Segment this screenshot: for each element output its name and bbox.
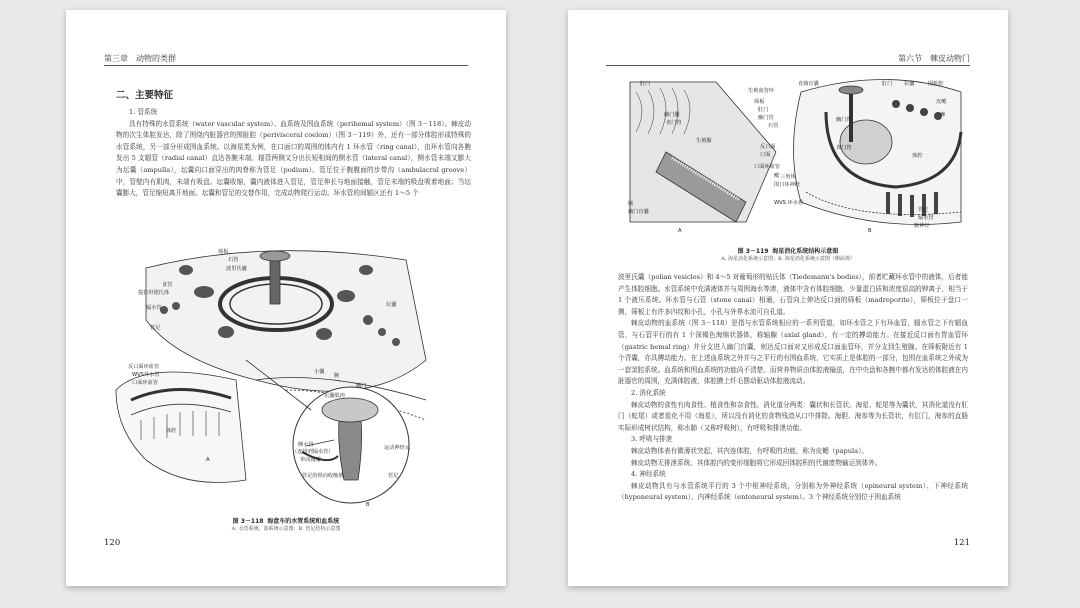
fig118-caption-num: 图 3－118 (232, 518, 264, 525)
right-running-head: 第六节 棘皮动物门 (898, 54, 970, 63)
fig119-caption-sub: A. 海星消化系统示意图；B. 海星消化系统示意图（侧面观） (721, 256, 855, 262)
fig119-label-radial-nerve: 腕神经 (914, 223, 930, 229)
fig118-label-aboral-hemal-ring: 反口面环血管 (128, 364, 160, 370)
fig119-label-oral-hemal-ring: 口面环血管 (754, 164, 780, 170)
fig118-label-a: A (206, 457, 210, 463)
left-section-heading: 二、主要特征 (116, 90, 174, 101)
fig119-label-cardiac-stomach-a: 贲门胃 (666, 120, 682, 126)
fig119-label-spine: 棘 (940, 112, 946, 118)
fig118-label-podium-b: 管足 (388, 473, 399, 479)
right-sec2-text: 棘皮动物的食性有肉食性、植食性和杂食性。消化道分两类：囊状和长管状。海星、蛇尾等为囊状，其消化道没有肛门（蛇尾）或者退化不用（海星），所以没有消化的食物残渣从口中排除。海胆、海参等为长管状，有肛门，海参的直肠实际形成树状结构，称水肺（又称呼吸树），有呼吸和排泄功能。 (618, 400, 968, 432)
left-paragraph: 具有特殊的水管系统（water vascular system）、血系统及围血系统（perihemal system）（图 3－118）。棘皮动物的次生体腔发达，除了围绕内脏器官的围脏腔（perivisceral coelom）（图 3－119）外，还有一部分体腔形成特殊的水管系统，另一部分形成围血系统。以海星类为例，在口面口的周围的体内有 1 环水管（ring canal），由环水管向各腕发出 5 支辐管（radial canal）直达各腕末端。辐管两侧又分出长短相间的侧水管（lateral canal），侧水管末端又膨大为坛囊（ampulla），坛囊向口面穿出的肉脊称为管足（podium）。管足位于腕腹面的步带沟（ambulacral groove）中，管壁内有肌肉，末端有吸盘。坛囊收缩，囊内液体进入管足，管足伸长与地面接触，管足末端的吸盘吸着地面；当坛囊膨大，管足缩短离开地面。坛囊和管足的交替作用，完成动物爬行运动。环水管的间辐区还有 1～5 个 (116, 119, 471, 198)
fig119-label-circumoral-nerve: 围口环神经 (774, 182, 800, 188)
fig118-label-podium-muscle: 管足的纵向收缩肌 (302, 473, 344, 479)
fig118-label-oral-hemal-ring: 口面环血管 (132, 380, 158, 386)
fig119-label-pyloric-duct: 幽门管 (758, 115, 774, 121)
fig118-label-b: B (366, 502, 370, 508)
right-sec4-text: 棘皮动物具有与水管系统平行的 3 个中枢神经系统，分别称为外神经系统（epineural system）、下神经系统（hyponeural system）、内神经系统（entoneural system）。3 个神经系统分别位于围血系统 (618, 481, 968, 502)
fig118-label-coelom: 体腔 (166, 428, 177, 434)
fig118-label-esophagus: 食管 (162, 282, 173, 288)
fig119-label-anus-a: 肛门 (640, 81, 651, 87)
fig118-label-arm: 腕 (334, 373, 340, 379)
fig118-label-polian-vesicle: 波里氏囊 (226, 266, 247, 272)
fig119-label-madreporite: 筛板 (754, 99, 765, 105)
left-subheading: 1. 管系统 (129, 108, 158, 116)
fig119-label-ampulla: 坛囊 (904, 81, 915, 87)
right-paragraph-1: 波里氏囊（polian vesicles）和 4～5 对葡萄形的贴氏体（Tiedemann's bodies），前者贮藏环水管中的液体，后者能产生体腔细胞。水管系统中充满液体并与周围海水等渗，液体中含有体腔细胞、少量蛋白质和浓度很高的钾离子，相当于 1 个液压系统。环水管与石管（stone canal）相通，石管向上伸达反口面的筛板（madreporite），筛板位于盘口一侧，筛板上有许多四纹和小孔，小孔与外界水流可自孔道。 (618, 273, 968, 316)
fig119-label-cardiac-stomach-b: 贲门胃 (836, 145, 852, 151)
fig119-caption (648, 246, 928, 255)
fig118-caption-title: 海盘车的水管系统和血系统 (267, 518, 340, 525)
fig118-label-tiedemann-body: 提拉坦德氏体 (138, 290, 170, 296)
right-sec3-title: 3. 呼吸与排泄 (631, 435, 673, 444)
fig118-caption-sub: A. 水管系统、血系统示意图；B. 管足结构示意图 (231, 526, 341, 532)
right-header-rule (606, 65, 970, 66)
fig119-label-a: A (678, 228, 682, 234)
left-body-text (116, 107, 471, 200)
fig118-label-lateral-canal: 侧水管 (298, 442, 314, 448)
fig119-label-anus-c: 肛门 (882, 81, 893, 87)
fig119-label-coelom: 体腔 (912, 153, 923, 159)
right-page (568, 10, 1008, 586)
right-sec4-title: 4. 神经系统 (631, 470, 666, 479)
left-page-number: 120 (104, 538, 121, 548)
fig119-label-perivisceral-coelom: 围脏腔 (928, 81, 944, 87)
fig119-label-aboral: 反口面 (760, 144, 776, 150)
fig119-label-arm: 腕 (628, 201, 634, 207)
fig118-caption (146, 516, 426, 525)
fig119-label-stone-canal: 石管 (768, 123, 779, 129)
fig118-label-one-way-valve: 单向阀瓣 (300, 457, 321, 463)
left-header-rule (104, 65, 468, 66)
fig119-label-gonad: 生殖腺 (696, 138, 712, 144)
fig119-label-rectal-caeca: 直肠盲囊 (798, 81, 819, 87)
right-body-text (618, 272, 968, 504)
fig118-label-stone-canal: 石管 (228, 257, 239, 263)
right-paragraph-2: 棘皮动物的血系统（图 3－118）是指与水管系统相应的一系列管道，如环水管之下有环血管，辐水管之下有辐血管，与石管平行的有 1 个深褐色海绵状器体，称轴腺（axial gland），有一定的搏动能力。在接近反口面有胃血管环（gastric hemal ring）并分支进入幽门盲囊，则达反口面对又形成反口面血管环，并分支到生殖腺。在筛板附近有 1 个背囊，亦具搏动能力。在上述血系统之外并与之平行的有围血系统，它实质上是体腔的一部分，包围在血系统之外成为一套窦腔系统。血系统和围血系统的功能尚不清楚。而营养物质由体腔液输送，在中央盘和各腕中都有发达的体腔液在内脏器官的周围，充满体腔液，体腔膜上纤毛摆动驱动体腔液流动。 (618, 319, 968, 386)
fig119-label-b: B (868, 228, 872, 234)
right-sec3-text2: 棘皮动物无排泄系统。其体腔内的变形细胞将它形成回体腔积的代谢废物输运到体外。 (631, 458, 882, 467)
right-page-number: 121 (953, 538, 970, 548)
fig119-caption-num: 图 3－119 (737, 248, 769, 255)
fig119-label-genital-hemal-ring: 生殖血管环 (748, 88, 774, 94)
fig119-label-pyloric-stomach: 幽门胃 (836, 117, 852, 123)
fig119-label-papula: 皮鳃 (936, 99, 947, 105)
fig119-label-radial-canal: 辐水管 (918, 215, 934, 221)
fig119-label-oral: 口面 (760, 152, 771, 158)
fig119-label-wvs-ring-canal: WVS 环水管 (774, 200, 804, 206)
fig118-label-ampulla: 坛囊 (386, 302, 397, 308)
fig119-label-gill: 鳃 (774, 173, 780, 179)
fig118-label-ampulla-muscle: 坛囊肌肉 (324, 393, 345, 399)
fig119-label-podium: 管足 (918, 207, 929, 213)
fig119-label-pyloric-caeca: 幽门盲囊 (628, 209, 649, 215)
fig118-label-wvs-ring-canal: WVS环水管 (132, 372, 160, 378)
fig119-caption-title: 海星消化系统结构示意图 (772, 248, 839, 255)
right-sec2-title: 2. 消化系统 (631, 388, 666, 397)
left-running-head: 第三章 动物的类群 (104, 54, 176, 63)
fig118-label-radial-canal: 辐水管 (146, 305, 162, 311)
right-sec3-text1: 棘皮动物体表有微薄状突起，其内连体腔，有呼吸的功能，称为皮鳃（papula）。 (631, 446, 868, 455)
fig118-label-motor-neuron: 运动神经元 (384, 445, 410, 451)
fig119-label-pyloric-sac: 幽门囊 (664, 112, 680, 118)
fig118-label-madreporite: 筛板 (218, 249, 229, 255)
fig119-label-triangle: 三角体 (780, 174, 796, 180)
fig118-label-pylorus: 幽门 (356, 383, 367, 389)
left-page (66, 10, 506, 586)
fig118-label-connect-radial: （连接到辐水管） (292, 449, 334, 455)
fig119-label-anus-b: 肛门 (758, 107, 769, 113)
fig118-label-small-sac: 小囊 (314, 369, 325, 375)
fig118-label-podium: 管足 (150, 325, 161, 331)
